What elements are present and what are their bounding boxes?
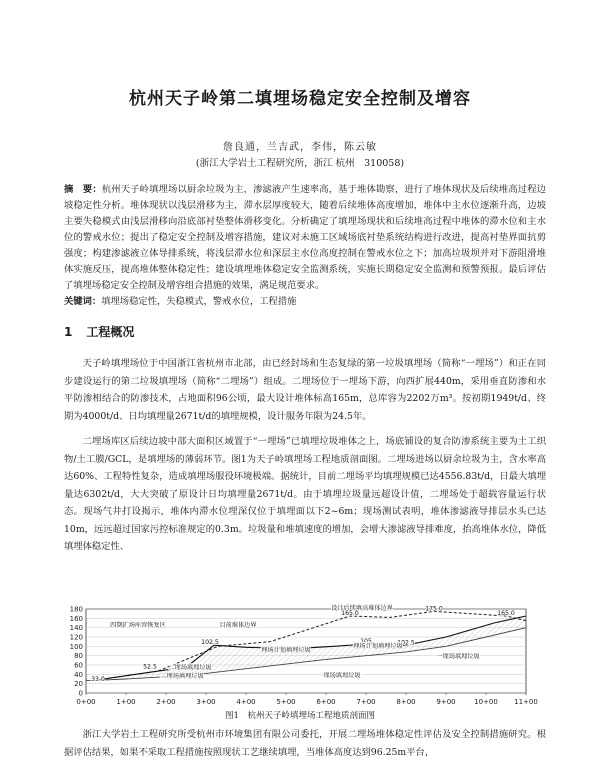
chart-annotation: 二埋场填埋垃圾 bbox=[160, 673, 204, 681]
abstract-label: 摘 要： bbox=[64, 184, 102, 195]
x-tick-label: 2+00 bbox=[156, 698, 176, 706]
x-tick-label: 0+00 bbox=[76, 698, 96, 706]
chart-annotation: 102.5 bbox=[201, 639, 219, 646]
paragraph-1: 天子岭填埋场位于中国浙江省杭州市北部，由已经封场和生态复绿的第一垃圾填埋场（简称“一埋场”）和正在同步建设运行的第二垃圾填埋场（简称“二埋场”）组成。二埋场位于一埋场下游，向西扩展440m，采用垂直防渗和水平防渗相结合的防渗技术，占地面积96公顷，最大设计堆体标高165m，总库容为2202万m³。按初期1949t/d、终期为4000t/d、日均填埋量2671t/d的填埋规模，设计服务年限为24.5年。 bbox=[64, 358, 546, 422]
x-tick-label: 9+00 bbox=[436, 698, 456, 706]
affiliation: (浙江大学岩土工程研究所，浙江 杭州 310058) bbox=[195, 158, 405, 169]
chart-annotation: 四期扩场库容恢复区 bbox=[110, 622, 166, 630]
keywords bbox=[64, 293, 546, 307]
x-tick-label: 4+00 bbox=[236, 698, 256, 706]
chart-annotation: 165.0 bbox=[497, 610, 515, 618]
y-tick-label: 100 bbox=[69, 642, 83, 651]
chart-annotation: 设计后续填高堆体边界 bbox=[331, 604, 393, 612]
section-heading bbox=[64, 323, 148, 340]
abstract bbox=[64, 182, 546, 294]
x-tick-label: 3+00 bbox=[196, 698, 216, 706]
paper-title: 杭州天子岭第二填埋场稳定安全控制及增容 bbox=[129, 89, 471, 109]
x-tick-label: 10+00 bbox=[474, 698, 498, 706]
x-tick-label: 6+00 bbox=[316, 698, 336, 706]
abstract-text: 杭州天子岭填埋场以厨余垃圾为主，渗滤液产生速率高，基于堆体勘察，进行了堆体现状及后续堆高过程边坡稳定性分析。堆体现状以浅层滑移为主，滞水层厚度较大，随着后续堆体高度增加，堆体中主水位逐渐升高，边坡主要失稳模式由浅层滑移向沿底部衬垫整体滑移变化。分析确定了填埋场现状和后续堆高过程中堆体的滞水位和主水位的警戒水位；提出了稳定安全控制及增容措施，建议对未施工区域场底衬垫系统结构进行改进，提高衬垫界面抗剪强度；构建渗滤液立体导排系统，将浅层滞水位和深层主水位高度控制在警戒水位之下；加高垃圾坝并对下游阻滑堆体实施反压，提高堆体整体稳定性；建设填埋堆体稳定安全监测系统，实施长期稳定安全监测和预警预报。最后评估了填埋场稳定安全控制及增容组合措施的效果，满足规范要求。 bbox=[64, 184, 546, 291]
y-tick-label: 80 bbox=[74, 652, 83, 661]
chart-annotation: 二埋场填埋垃圾 bbox=[168, 664, 212, 672]
section-number: 1 bbox=[64, 325, 73, 339]
chart-annotation: 埋场计划填埋垃圾 bbox=[261, 646, 311, 654]
chart-annotation: 52.5 bbox=[143, 663, 157, 671]
y-tick-label: 120 bbox=[69, 633, 83, 642]
paragraph-3: 浙江大学岩土工程研究所受杭州市环境集团有限公司委托，开展二埋场堆体稳定性评估及安全控制措施研究。根据评估结果，如果不采取工程措施按照现状工艺继续填埋，当堆体高度达到96.25m平台， bbox=[64, 729, 546, 758]
keywords-text: 填埋场稳定性，失稳模式，警戒水位，工程措施 bbox=[101, 296, 297, 307]
x-tick-label: 8+00 bbox=[396, 698, 416, 706]
keywords-label: 关键词： bbox=[64, 296, 102, 307]
y-tick-label: 0 bbox=[78, 689, 83, 698]
paragraph-2: 二埋场库区后续边坡中部大面积区域置于“一埋场”已填埋垃圾堆体之上，场底铺设的复合防渗系统主要为土工织物/土工膜/GCL，是填埋场的薄弱环节。图1为天子岭填埋场工程地质剖面图。二埋场进场以厨余垃圾为主，含水率高达60%、工程特性复杂，造成填埋场服役环境极端。据统计，目前二埋场平均填埋规模已达4556.83t/d，日最大填埋量达6302t/d，大大突破了原设计日均填埋量2671t/d。由于填埋垃圾量远超设计值，二埋场处于超载容量运行状态。现场气井打设揭示，堆体内滞水位埋深仅位于填埋面以下2~6m；现场测试表明，堆体渗滤液导排层水头已达10m，远远超过国家污控标准规定的0.3m。垃圾量和堆填速度的增加，会增大渗滤液导排难度，抬高堆体水位，降低填埋体稳定性、 bbox=[64, 436, 546, 552]
chart-annotation: 33.0 bbox=[91, 675, 105, 683]
x-tick-label: 11+00 bbox=[514, 698, 538, 706]
y-tick-label: 20 bbox=[74, 680, 83, 689]
section-title: 工程概况 bbox=[86, 325, 135, 339]
y-tick-label: 180 bbox=[69, 605, 83, 614]
y-tick-label: 160 bbox=[69, 614, 83, 623]
x-tick-label: 1+00 bbox=[116, 698, 136, 706]
y-tick-label: 40 bbox=[74, 670, 83, 679]
chart-annotation: 一埋场填埋垃圾 bbox=[436, 653, 480, 661]
x-tick-label: 7+00 bbox=[356, 698, 376, 706]
chart-annotation: 目前堆体边界 bbox=[219, 622, 257, 630]
x-tick-label: 5+00 bbox=[276, 698, 296, 706]
authors: 詹良通，兰吉武，李伟，陈云敏 bbox=[223, 142, 377, 153]
chart-annotation: 105 bbox=[360, 638, 372, 646]
chart-annotation: 埋场填埋垃圾 bbox=[323, 672, 361, 680]
y-tick-label: 60 bbox=[74, 661, 83, 670]
chart-annotation: 165.0 bbox=[341, 610, 359, 618]
chart-annotation: 102.5 bbox=[397, 639, 415, 647]
geologic-profile-figure bbox=[64, 604, 538, 709]
figure-caption: 图1 杭州天子岭填埋场工程地质剖面图 bbox=[225, 711, 375, 721]
y-tick-label: 140 bbox=[69, 624, 83, 633]
chart-annotation: 埋场计划填埋垃圾 bbox=[353, 643, 403, 651]
chart-annotation: 175.0 bbox=[425, 605, 443, 613]
